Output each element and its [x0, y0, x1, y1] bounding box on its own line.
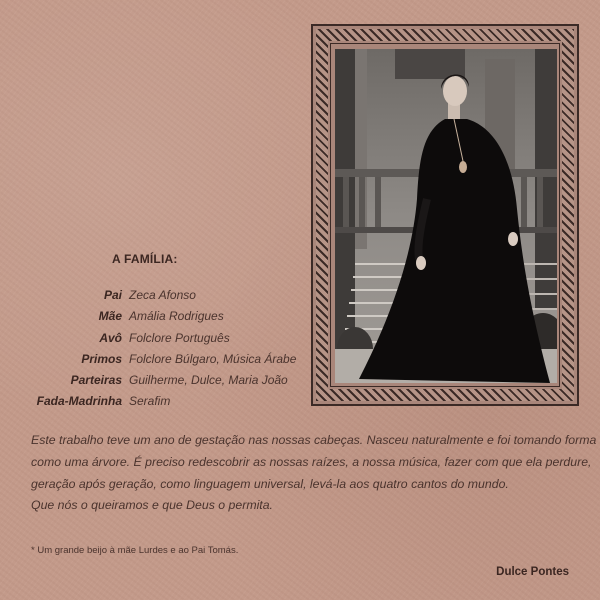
credit-role: Pai: [103, 288, 122, 302]
family-title: A FAMÍLIA:: [112, 252, 178, 266]
credit-row: [0, 309, 300, 330]
credit-role: Parteiras: [70, 373, 122, 388]
credit-row: [0, 394, 300, 415]
credit-name: Folclore Búlgaro, Música Árabe: [129, 351, 297, 366]
credit-role: Fada-Madrinha: [36, 394, 122, 409]
credit-row: [0, 288, 300, 309]
singer-photo: [335, 49, 557, 383]
intro-paragraph: [31, 430, 597, 517]
credit-row: [0, 331, 300, 352]
paragraph-line: Este trabalho teve um ano de gestação nas nossas cabeças. Nasceu naturalmente e foi tomando forma: [31, 433, 597, 447]
credit-role: Avô: [99, 330, 122, 345]
credit-name: Guilherme, Dulce, Maria João: [129, 373, 288, 388]
credit-role: Primos: [81, 351, 122, 366]
footnote: * Um grande beijo à mãe Lurdes e ao Pai Tomás.: [31, 545, 239, 556]
paragraph-line: geração após geração, como linguagem universal, levá-la aos quatro cantos do mundo.: [31, 476, 509, 491]
credit-name: Serafim: [129, 394, 171, 409]
paragraph-line: Que nós o queiramos e que Deus o permita.: [31, 498, 273, 513]
credit-role: Mãe: [98, 309, 122, 324]
photo-illustration: [335, 49, 557, 383]
credit-name: Amália Rodrigues: [129, 309, 224, 324]
signature: Dulce Pontes: [496, 566, 569, 578]
credit-name: Folclore Português: [129, 330, 230, 345]
credit-row: [0, 352, 300, 373]
credit-row: [0, 373, 300, 394]
paragraph-line: como uma árvore. É preciso redescobrir as nossas raízes, a nossa música, fazer com que ela perdure,: [31, 454, 592, 469]
family-credits: [0, 288, 300, 416]
photo-frame: [311, 24, 579, 406]
credit-name: Zeca Afonso: [129, 288, 196, 302]
